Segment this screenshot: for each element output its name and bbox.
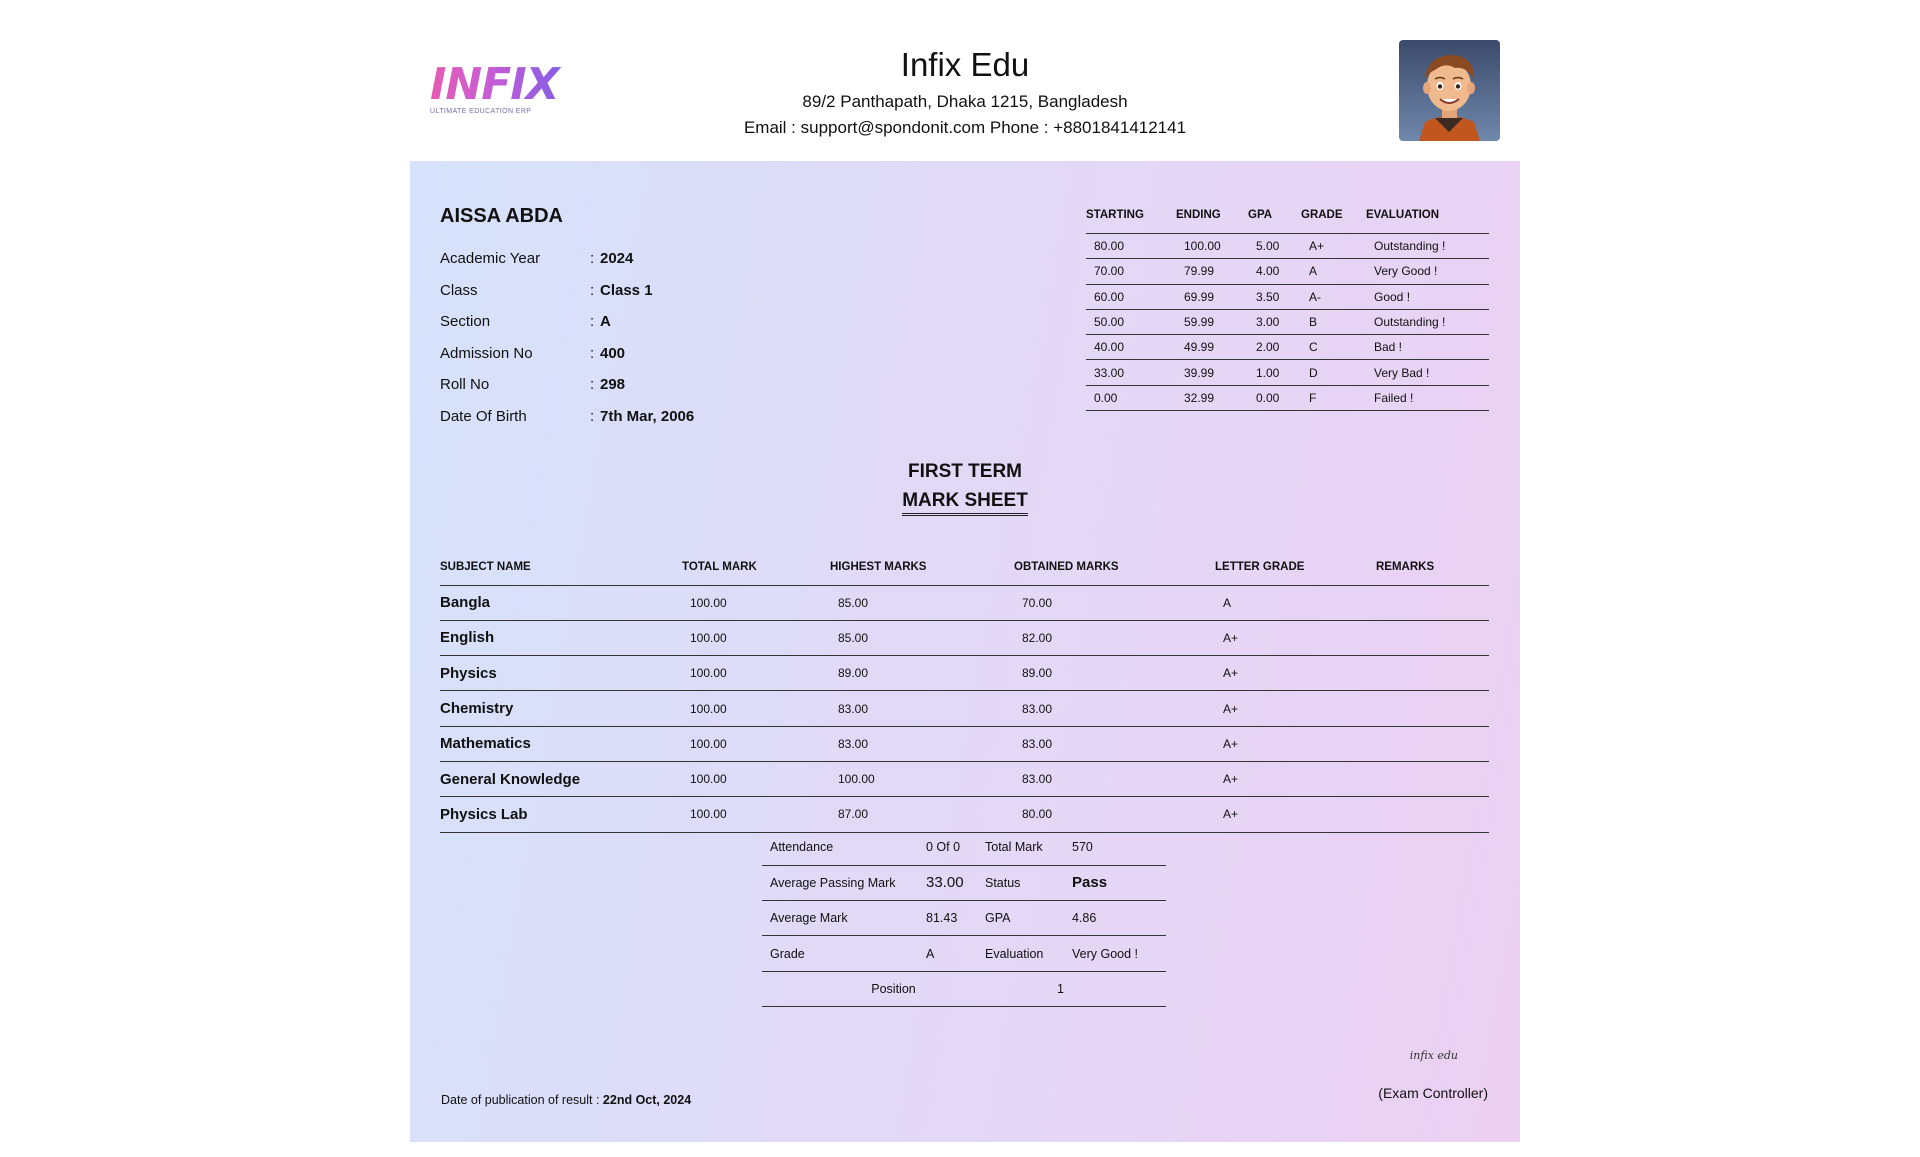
- total-mark: 100.00: [682, 656, 830, 691]
- obtained-mark: 83.00: [1014, 761, 1215, 796]
- grading-cell: 0.00: [1248, 385, 1301, 410]
- grading-cell: Very Good !: [1366, 259, 1489, 284]
- highest-mark: 85.00: [830, 620, 1014, 655]
- subject-name: Mathematics: [440, 726, 682, 761]
- summary-row: [762, 830, 1166, 865]
- info-label: Section: [440, 313, 491, 331]
- letter-grade: A+: [1215, 691, 1376, 726]
- grading-col-header: GPA: [1248, 205, 1301, 234]
- grading-cell: A-: [1301, 284, 1366, 309]
- total-mark: 100.00: [682, 726, 830, 761]
- controller-signature: infix edu: [1409, 1049, 1458, 1062]
- info-colon: :: [590, 376, 595, 394]
- grading-cell: Outstanding !: [1366, 234, 1489, 259]
- grading-cell: 60.00: [1086, 284, 1176, 309]
- grading-cell: Failed !: [1366, 385, 1489, 410]
- marks-col-header: HIGHEST MARKS: [830, 550, 1014, 585]
- grading-cell: 80.00: [1086, 234, 1176, 259]
- marks-row: [440, 656, 1489, 691]
- info-label: Class: [440, 281, 478, 299]
- grading-cell: 4.00: [1248, 259, 1301, 284]
- school-address: 89/2 Panthapath, Dhaka 1215, Bangladesh: [802, 92, 1128, 111]
- grading-cell: 49.99: [1176, 335, 1248, 360]
- marks-row: [440, 761, 1489, 796]
- summary-row: [762, 865, 1166, 900]
- info-row: [440, 243, 694, 275]
- total-mark-value: 570: [1072, 830, 1166, 865]
- total-mark: 100.00: [682, 797, 830, 832]
- subject-name: English: [440, 620, 682, 655]
- marks-table: [440, 550, 1489, 833]
- info-row: [440, 306, 694, 338]
- grading-cell: 2.00: [1248, 335, 1301, 360]
- grading-cell: F: [1301, 385, 1366, 410]
- info-row: [440, 369, 694, 401]
- grading-cell: 5.00: [1248, 234, 1301, 259]
- subject-name: General Knowledge: [440, 761, 682, 796]
- school-name: Infix Edu: [900, 46, 1030, 83]
- marks-col-header: OBTAINED MARKS: [1014, 550, 1215, 585]
- marks-row: [440, 797, 1489, 832]
- subject-name: Physics: [440, 656, 682, 691]
- letter-grade: A+: [1215, 726, 1376, 761]
- exam-controller-label: (Exam Controller): [1378, 1085, 1488, 1101]
- info-value: 298: [600, 376, 626, 394]
- student-name: AISSA ABDA: [440, 205, 563, 227]
- publication-date-value: 22nd Oct, 2024: [602, 1093, 692, 1107]
- grading-cell: 3.00: [1248, 309, 1301, 334]
- marks-row: [440, 726, 1489, 761]
- marks-header-row: [440, 550, 1489, 585]
- evaluation-label: Evaluation: [985, 936, 1072, 971]
- info-label: Admission No: [440, 344, 533, 362]
- mark-sheet-title: MARK SHEET: [902, 490, 1028, 516]
- grading-cell: B: [1301, 309, 1366, 334]
- grading-cell: 1.00: [1248, 360, 1301, 385]
- info-value: 400: [600, 344, 626, 362]
- grade-value: A: [926, 936, 985, 971]
- grading-cell: 32.99: [1176, 385, 1248, 410]
- info-colon: :: [590, 313, 595, 331]
- publication-label: Date of publication of result :: [441, 1093, 600, 1107]
- marks-row: [440, 620, 1489, 655]
- grading-row: [1086, 259, 1489, 284]
- info-row: [440, 401, 694, 433]
- avg-mark-value: 81.43: [926, 901, 985, 936]
- info-value: 7th Mar, 2006: [600, 407, 695, 425]
- gpa-label: GPA: [985, 901, 1072, 936]
- attendance-label: Attendance: [762, 830, 926, 865]
- info-colon: :: [590, 344, 595, 362]
- obtained-mark: 80.00: [1014, 797, 1215, 832]
- subject-name: Physics Lab: [440, 797, 682, 832]
- evaluation-value: Very Good !: [1072, 936, 1166, 971]
- avg-passing-label: Average Passing Mark: [762, 865, 926, 900]
- total-mark: 100.00: [682, 691, 830, 726]
- obtained-mark: 83.00: [1014, 726, 1215, 761]
- highest-mark: 85.00: [830, 585, 1014, 620]
- grading-col-header: STARTING: [1086, 205, 1176, 234]
- grading-row: [1086, 234, 1489, 259]
- info-row: [440, 275, 694, 307]
- letter-grade: A+: [1215, 761, 1376, 796]
- marks-row: [440, 691, 1489, 726]
- grading-row: [1086, 385, 1489, 410]
- grading-col-header: ENDING: [1176, 205, 1248, 234]
- remarks: [1376, 726, 1489, 761]
- exam-term: FIRST TERM: [908, 461, 1022, 482]
- grading-scale-table: [1086, 205, 1489, 411]
- info-row: [440, 338, 694, 370]
- grading-cell: 33.00: [1086, 360, 1176, 385]
- remarks: [1376, 656, 1489, 691]
- result-summary-table: [762, 830, 1166, 1007]
- school-contact: Email : support@spondonit.com Phone : +8801841412141: [743, 118, 1187, 137]
- letter-grade: A+: [1215, 656, 1376, 691]
- summary-row: [762, 971, 1166, 1006]
- grading-cell: D: [1301, 360, 1366, 385]
- info-colon: :: [590, 250, 595, 268]
- grading-cell: 39.99: [1176, 360, 1248, 385]
- remarks: [1376, 620, 1489, 655]
- grading-cell: 59.99: [1176, 309, 1248, 334]
- student-photo: [1399, 40, 1500, 141]
- avg-passing-value: 33.00: [926, 865, 985, 900]
- info-label: Roll No: [440, 376, 490, 394]
- summary-row: [762, 901, 1166, 936]
- obtained-mark: 70.00: [1014, 585, 1215, 620]
- grading-cell: Bad !: [1366, 335, 1489, 360]
- remarks: [1376, 691, 1489, 726]
- student-avatar-icon: [1399, 40, 1500, 141]
- highest-mark: 100.00: [830, 761, 1014, 796]
- logo-wordmark: INFIX: [430, 62, 565, 108]
- position-value: 1: [985, 971, 1166, 1006]
- report-header: [410, 30, 1520, 160]
- total-mark: 100.00: [682, 620, 830, 655]
- position-label: Position: [762, 971, 985, 1006]
- avg-mark-label: Average Mark: [762, 901, 926, 936]
- grading-row: [1086, 309, 1489, 334]
- grading-cell: 70.00: [1086, 259, 1176, 284]
- info-label: Academic Year: [440, 250, 541, 268]
- status-value: Pass: [1072, 865, 1166, 900]
- exam-heading: [410, 461, 1520, 516]
- grading-row: [1086, 284, 1489, 309]
- remarks: [1376, 585, 1489, 620]
- school-info: [410, 46, 1520, 138]
- attendance-value: 0 Of 0: [926, 830, 985, 865]
- student-info: [440, 243, 694, 432]
- marks-col-header: TOTAL MARK: [682, 550, 830, 585]
- logo-tagline: ULTIMATE EDUCATION ERP: [430, 108, 532, 115]
- grading-header-row: [1086, 205, 1489, 234]
- grading-cell: 0.00: [1086, 385, 1176, 410]
- info-label: Date Of Birth: [440, 407, 527, 425]
- grading-cell: 3.50: [1248, 284, 1301, 309]
- summary-row: [762, 936, 1166, 971]
- info-value: 2024: [600, 250, 634, 268]
- grading-cell: C: [1301, 335, 1366, 360]
- info-colon: :: [590, 281, 595, 299]
- grading-cell: Very Bad !: [1366, 360, 1489, 385]
- highest-mark: 83.00: [830, 726, 1014, 761]
- marks-col-header: REMARKS: [1376, 550, 1489, 585]
- grading-col-header: GRADE: [1301, 205, 1366, 234]
- grading-cell: A: [1301, 259, 1366, 284]
- highest-mark: 87.00: [830, 797, 1014, 832]
- grade-label: Grade: [762, 936, 926, 971]
- gpa-value: 4.86: [1072, 901, 1166, 936]
- marks-row: [440, 585, 1489, 620]
- marks-col-header: SUBJECT NAME: [440, 550, 682, 585]
- info-value: Class 1: [600, 281, 653, 299]
- marks-col-header: LETTER GRADE: [1215, 550, 1376, 585]
- total-mark: 100.00: [682, 761, 830, 796]
- grading-cell: 40.00: [1086, 335, 1176, 360]
- grading-cell: Outstanding !: [1366, 309, 1489, 334]
- obtained-mark: 83.00: [1014, 691, 1215, 726]
- grading-row: [1086, 360, 1489, 385]
- total-mark-label: Total Mark: [985, 830, 1072, 865]
- subject-name: Chemistry: [440, 691, 682, 726]
- remarks: [1376, 797, 1489, 832]
- remarks: [1376, 761, 1489, 796]
- grading-cell: 100.00: [1176, 234, 1248, 259]
- total-mark: 100.00: [682, 585, 830, 620]
- info-value: A: [600, 313, 611, 331]
- letter-grade: A+: [1215, 797, 1376, 832]
- grading-cell: A+: [1301, 234, 1366, 259]
- publication-date: [441, 1093, 691, 1107]
- grading-cell: 50.00: [1086, 309, 1176, 334]
- grading-cell: 79.99: [1176, 259, 1248, 284]
- letter-grade: A: [1215, 585, 1376, 620]
- status-label: Status: [985, 865, 1072, 900]
- letter-grade: A+: [1215, 620, 1376, 655]
- grading-row: [1086, 335, 1489, 360]
- subject-name: Bangla: [440, 585, 682, 620]
- highest-mark: 89.00: [830, 656, 1014, 691]
- grading-col-header: EVALUATION: [1366, 205, 1489, 234]
- grading-cell: Good !: [1366, 284, 1489, 309]
- obtained-mark: 89.00: [1014, 656, 1215, 691]
- grading-cell: 69.99: [1176, 284, 1248, 309]
- info-colon: :: [590, 407, 595, 425]
- obtained-mark: 82.00: [1014, 620, 1215, 655]
- mark-sheet: [410, 161, 1520, 1142]
- highest-mark: 83.00: [830, 691, 1014, 726]
